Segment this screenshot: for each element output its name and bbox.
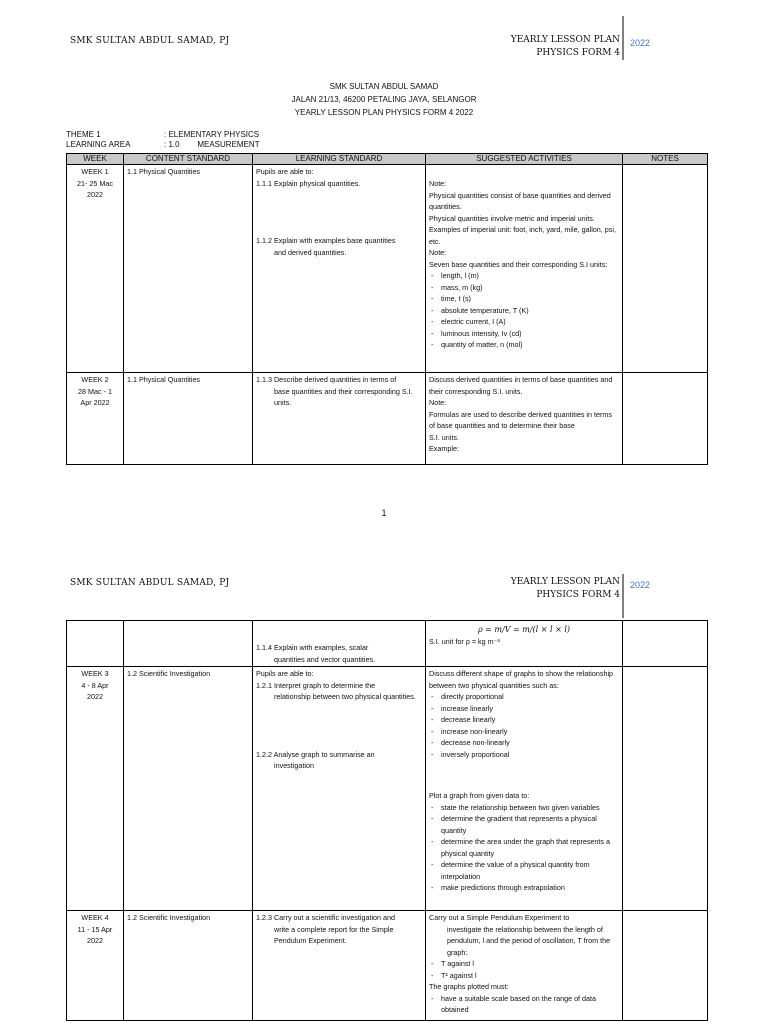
act-line: Example: (429, 444, 459, 453)
notes-cell (623, 911, 708, 1021)
act-line: Plot a graph from given data to: (429, 791, 530, 800)
bullet-item: - time, t (s) (429, 293, 619, 305)
week-label: WEEK 2 (81, 375, 109, 384)
table-row (67, 911, 708, 1021)
theme-value: : ELEMENTARY PHYSICS (164, 130, 260, 139)
learning-cell (253, 911, 426, 1021)
col-week: WEEK (67, 154, 124, 165)
table-row (67, 667, 708, 911)
header-year: 2022 (630, 38, 651, 48)
bullet-item: - determine the value of a physical quantity from interpolation (429, 859, 619, 882)
ls-item-cont: base quantities and their corresponding S.I. units. (274, 386, 413, 407)
week-label: WEEK 4 (81, 913, 109, 922)
act-line: Carry out a Simple Pendulum Experiment to (429, 913, 570, 922)
activities-cell (426, 667, 623, 911)
act-line: S.I. units. (429, 432, 459, 442)
learning-cell (253, 373, 426, 465)
act-line: Note: (429, 398, 447, 407)
ls-item: 1.1.1 Explain physical quantities. (256, 178, 361, 188)
act-line: Note: (429, 248, 447, 257)
document-title: YEARLY LESSON PLAN PHYSICS FORM 4 2022 (294, 108, 474, 117)
header-school: SMK SULTAN ABDUL SAMAD, PJ (70, 36, 230, 46)
bullet-item: - mass, m (kg) (429, 282, 619, 294)
week-cell (67, 911, 124, 1021)
activities-cell (426, 373, 623, 465)
act-line: Examples of imperial unit: foot, inch, yard, mile, gallon, psi, etc. (429, 225, 616, 246)
ls-intro: Pupils are able to: (256, 669, 314, 678)
density-formula: ρ = m/V = m/(l × l × l) (477, 625, 571, 634)
bullet-item: - luminous intensity, Iv (cd) (429, 328, 619, 340)
ls-item: 1.1.2 Explain with examples base quantities (256, 236, 396, 245)
bullet-item: - increase linearly (429, 703, 619, 715)
act-line: Formulas are used to describe derived quantities in terms of base quantities and to determine their base (429, 409, 612, 430)
ls-item: 1.2.2 Analyse graph to summarise an (256, 749, 375, 759)
area-value: : 1.0 MEASUREMENT (164, 140, 260, 149)
notes-cell (623, 373, 708, 465)
week-cell (67, 373, 124, 465)
ls-item-cont: relationship between two physical quantities. (274, 692, 416, 701)
table-row (67, 165, 708, 373)
activities-cell (426, 621, 623, 667)
ls-item: 1.1.3 Describe derived quantities in terms of (256, 375, 397, 384)
ls-item-cont: and derived quantities. (274, 247, 347, 257)
act-line: Discuss different shape of graphs to show the relationship between two physical quantities such as: (429, 669, 614, 690)
ls-item: 1.1.4 Explain with examples, scalar (256, 643, 369, 652)
bullet-item: - determine the gradient that represents a physical quantity (429, 813, 619, 836)
week-label: WEEK 3 (81, 669, 109, 678)
act-line: The graphs plotted must: (429, 982, 509, 991)
ls-item-cont: quantities and vector quantities. (274, 654, 376, 664)
header-divider (622, 574, 624, 618)
act-line: Physical quantities consist of base quantities and derived quantities. (429, 190, 611, 211)
header-year: 2022 (630, 580, 651, 590)
theme-block (66, 130, 260, 150)
content-cell: 1.1 Physical Quantities (124, 373, 253, 465)
act-line: Physical quantities involve metric and imperial units. (429, 213, 595, 223)
act-line: Note: (429, 179, 447, 188)
header-divider (622, 16, 624, 60)
header-title-line2: PHYSICS FORM 4 (536, 590, 620, 600)
bullet-item: - absolute temperature, T (K) (429, 305, 619, 317)
page-number: 1 (381, 508, 387, 518)
bullet-item: - quantity of matter, n (mol) (429, 339, 619, 351)
page-2 (0, 560, 768, 1024)
bullet-item: - make predictions through extrapolation (429, 882, 619, 894)
header-title (511, 576, 620, 602)
week-dates: 21- 25 Mac (77, 178, 113, 188)
ls-item: 1.2.1 Interpret graph to determine the (256, 680, 376, 690)
ls-item-cont: investigation (274, 761, 314, 770)
school-address: JALAN 21/13, 46200 PETALING JAYA, SELANGOR (291, 95, 477, 104)
learning-cell (253, 621, 426, 667)
activities-cell (426, 911, 623, 1021)
bullet-item: - electric current, I (A) (429, 316, 619, 328)
school-name: SMK SULTAN ABDUL SAMAD (329, 82, 439, 91)
header-title (511, 34, 620, 60)
header-title-line2: PHYSICS FORM 4 (536, 48, 620, 58)
notes-cell (623, 621, 708, 667)
area-key: LEARNING AREA (66, 140, 131, 149)
school-block (0, 80, 768, 119)
header-school: SMK SULTAN ABDUL SAMAD, PJ (70, 578, 230, 588)
bullet-item: - T against l (429, 958, 619, 970)
ls-intro: Pupils are able to: (256, 167, 314, 176)
act-line: Discuss derived quantities in terms of base quantities and their corresponding S.I. units. (429, 375, 613, 396)
theme-key: THEME 1 (66, 130, 101, 139)
lesson-plan-table (66, 153, 708, 465)
week-year: 2022 (87, 692, 103, 701)
ls-item-cont: write a complete report for the Simple Pendulum Experiment. (274, 924, 394, 945)
col-content: CONTENT STANDARD (124, 154, 253, 165)
bullet-item: - determine the area under the graph that represents a physical quantity (429, 836, 619, 859)
col-activities: SUGGESTED ACTIVITIES (426, 154, 623, 165)
content-cell: 1.1 Physical Quantities (124, 165, 253, 373)
bullet-item: - decrease non-linearly (429, 737, 619, 749)
week-label: WEEK 1 (81, 167, 109, 176)
week-dates: 4 - 8 Apr (81, 680, 109, 690)
si-unit-line: S.I. unit for ρ = kg m⁻³ (429, 636, 500, 646)
col-notes: NOTES (623, 154, 708, 165)
lesson-plan-table (66, 620, 708, 1021)
header-title-line1: YEARLY LESSON PLAN (510, 577, 620, 587)
bullet-item: - T² against l (429, 970, 619, 982)
week-dates: 28 Mac - 1 (78, 386, 112, 396)
content-cell (124, 621, 253, 667)
week-cell (67, 667, 124, 911)
bullet-item: - state the relationship between two given variables (429, 802, 619, 814)
week-year: Apr 2022 (80, 398, 110, 407)
bullet-item: - length, l (m) (429, 270, 619, 282)
table-header-row (67, 154, 708, 165)
week-year: 2022 (87, 936, 103, 945)
act-line-cont: investigate the relationship between the length of pendulum, l and the period of oscillation, T from the graph: (447, 924, 611, 957)
notes-cell (623, 667, 708, 911)
bullet-item: - directly proportional (429, 691, 619, 703)
ls-item: 1.2.3 Carry out a scientific investigation and (256, 913, 396, 922)
bullet-item: - increase non-linearly (429, 726, 619, 738)
bullet-item: - inversely proportional (429, 749, 619, 761)
content-cell: 1.2 Scientific Investigation (124, 667, 253, 911)
week-cell (67, 621, 124, 667)
learning-cell (253, 165, 426, 373)
act-line: Seven base quantities and their corresponding S.I units: (429, 259, 608, 269)
table-row (67, 621, 708, 667)
activities-cell (426, 165, 623, 373)
bullet-item: - have a suitable scale based on the range of data obtained (429, 993, 619, 1016)
content-cell: 1.2 Scientific Investigation (124, 911, 253, 1021)
header-title-line1: YEARLY LESSON PLAN (510, 35, 620, 45)
week-dates: 11 - 15 Apr (77, 924, 113, 934)
week-cell (67, 165, 124, 373)
notes-cell (623, 165, 708, 373)
bullet-item: - decrease linearly (429, 714, 619, 726)
week-year: 2022 (87, 190, 103, 199)
col-learning: LEARNING STANDARD (253, 154, 426, 165)
learning-cell (253, 667, 426, 911)
table-row (67, 373, 708, 465)
